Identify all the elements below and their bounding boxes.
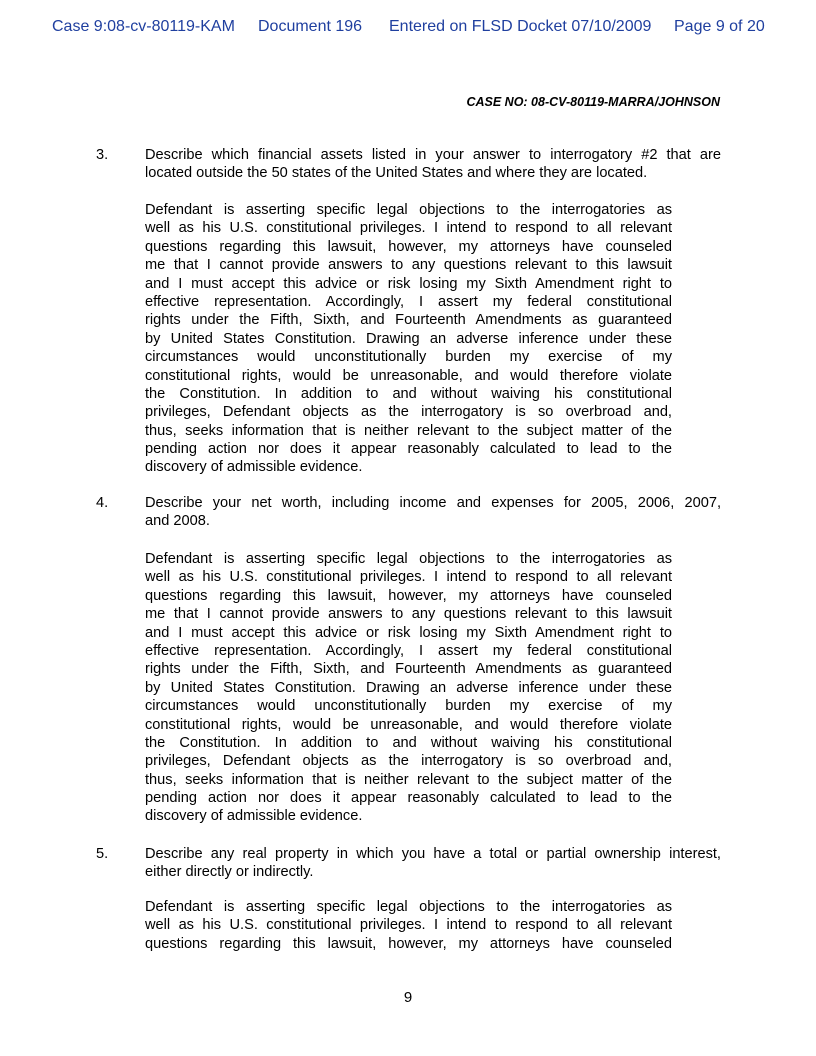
response-line: pending action nor does it appear reasonably calculated to lead to the bbox=[145, 790, 672, 807]
response-line: Defendant is asserting specific legal objections to the interrogatories as bbox=[145, 551, 672, 567]
response-line: privileges, Defendant objects as the interrogatory is so overbroad and, bbox=[145, 404, 672, 421]
response-line: Defendant is asserting specific legal objections to the interrogatories as bbox=[145, 202, 672, 218]
question-line: either directly or indirectly. bbox=[145, 864, 314, 881]
response-line: thus, seeks information that is neither relevant to the subject matter of the bbox=[145, 422, 672, 439]
response-line: me that I cannot provide answers to any questions relevant to this lawsuit bbox=[145, 606, 672, 623]
response-line: the Constitution. In addition to and without waiving his constitutional bbox=[145, 734, 672, 751]
interrogatory-number: 4. bbox=[96, 495, 109, 511]
question-line: Describe any real property in which you have a total or partial ownership interest, bbox=[145, 846, 721, 862]
response-line: well as his U.S. constitutional privileges. I intend to respond to all relevant bbox=[145, 220, 672, 237]
response-line: pending action nor does it appear reasonably calculated to lead to the bbox=[145, 441, 672, 458]
response-line: effective representation. Accordingly, I assert my federal constitutional bbox=[145, 293, 672, 310]
response-line: rights under the Fifth, Sixth, and Fourteenth Amendments as guaranteed bbox=[145, 661, 672, 678]
response-line: constitutional rights, would be unreasonable, and would therefore violate bbox=[145, 367, 672, 384]
response-line: questions regarding this lawsuit, however, my attorneys have counseled bbox=[145, 238, 672, 255]
response-line: discovery of admissible evidence. bbox=[145, 459, 363, 476]
response-line: thus, seeks information that is neither relevant to the subject matter of the bbox=[145, 771, 672, 788]
response-line: by United States Constitution. Drawing an adverse inference under these bbox=[145, 330, 672, 347]
page-number: 9 bbox=[403, 989, 413, 1006]
question-line: located outside the 50 states of the United States and where they are located. bbox=[145, 165, 648, 182]
response-line: circumstances would unconstitutionally burden my exercise of my bbox=[145, 698, 672, 715]
response-line: questions regarding this lawsuit, however, my attorneys have counseled bbox=[145, 935, 672, 952]
header-case-number: Case 9:08-cv-80119-KAM bbox=[52, 18, 235, 35]
header-document-number: Document 196 bbox=[258, 18, 363, 35]
response-line: by United States Constitution. Drawing an adverse inference under these bbox=[145, 679, 672, 696]
response-line: me that I cannot provide answers to any questions relevant to this lawsuit bbox=[145, 257, 672, 274]
header-page-count: Page 9 of 20 bbox=[674, 18, 765, 35]
response-line: circumstances would unconstitutionally burden my exercise of my bbox=[145, 349, 672, 366]
response-line: well as his U.S. constitutional privileges. I intend to respond to all relevant bbox=[145, 917, 672, 934]
response-line: well as his U.S. constitutional privileges. I intend to respond to all relevant bbox=[145, 569, 672, 586]
header-entered-date: Entered on FLSD Docket 07/10/2009 bbox=[389, 18, 652, 35]
response-line: and I must accept this advice or risk losing my Sixth Amendment right to bbox=[145, 275, 672, 292]
question-line: and 2008. bbox=[145, 513, 210, 530]
response-line: discovery of admissible evidence. bbox=[145, 808, 363, 825]
response-line: privileges, Defendant objects as the interrogatory is so overbroad and, bbox=[145, 753, 672, 770]
response-line: questions regarding this lawsuit, however, my attorneys have counseled bbox=[145, 587, 672, 604]
question-line: Describe which financial assets listed in your answer to interrogatory #2 that are bbox=[145, 147, 721, 163]
interrogatory-number: 5. bbox=[96, 846, 109, 862]
response-line: effective representation. Accordingly, I assert my federal constitutional bbox=[145, 642, 672, 659]
response-line: rights under the Fifth, Sixth, and Fourteenth Amendments as guaranteed bbox=[145, 312, 672, 329]
docket-header bbox=[0, 18, 816, 38]
interrogatory-number: 3. bbox=[96, 147, 109, 163]
question-line: Describe your net worth, including income and expenses for 2005, 2006, 2007, bbox=[145, 495, 721, 511]
response-line: constitutional rights, would be unreasonable, and would therefore violate bbox=[145, 716, 672, 733]
response-line: the Constitution. In addition to and without waiving his constitutional bbox=[145, 385, 672, 402]
case-number-heading: CASE NO: 08-CV-80119-MARRA/JOHNSON bbox=[466, 95, 720, 109]
response-line: Defendant is asserting specific legal objections to the interrogatories as bbox=[145, 899, 672, 915]
response-line: and I must accept this advice or risk losing my Sixth Amendment right to bbox=[145, 624, 672, 641]
